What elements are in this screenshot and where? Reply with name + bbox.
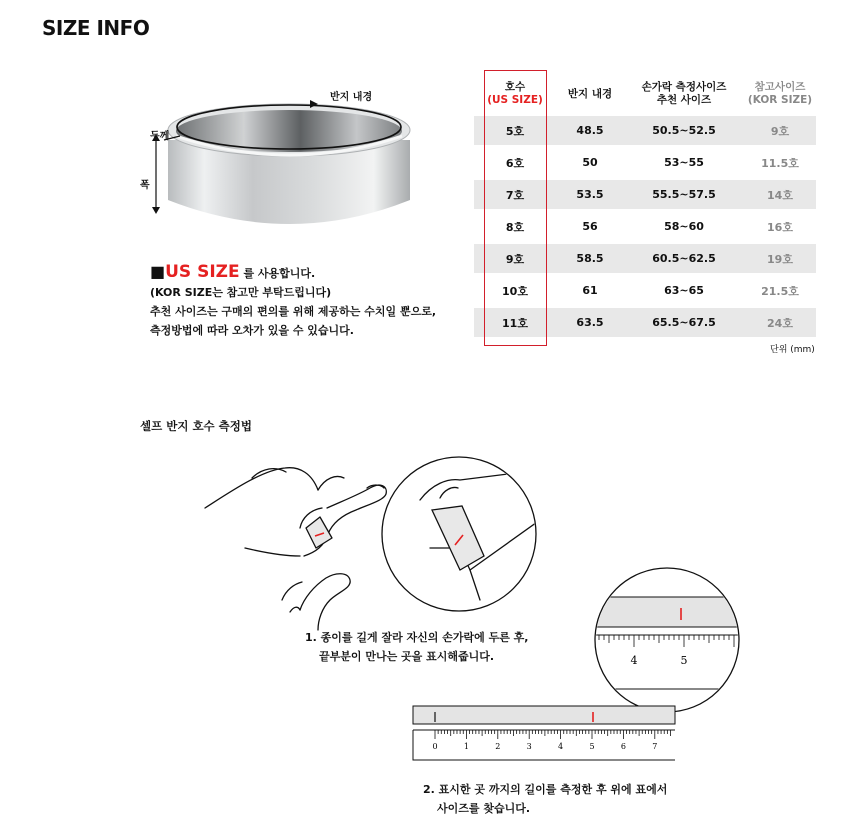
cell-inner: 48.5 — [556, 116, 624, 145]
hand-back-outline — [205, 468, 318, 508]
cell-us: 5호 — [474, 116, 556, 145]
ruler-label: 7 — [652, 742, 658, 751]
us-size-column-highlight — [484, 70, 547, 346]
square-bullet-icon: ■ — [150, 262, 166, 281]
label-thickness: 두께 — [150, 131, 170, 142]
paper-strip-long — [413, 706, 675, 724]
cell-finger: 50.5~52.5 — [624, 116, 744, 145]
header-kor-size: 참고사이즈 (KOR SIZE) — [747, 81, 813, 106]
cell-kor: 24호 — [744, 308, 816, 337]
cell-inner: 56 — [582, 220, 598, 233]
cell-us: 10호 — [502, 284, 528, 298]
cell-kor: 16호 — [767, 220, 793, 234]
unit-label: 단위 (mm) — [770, 345, 815, 355]
thumb-outline — [300, 574, 350, 630]
ruler-label: 5 — [589, 742, 595, 751]
cell-finger: 65.5~67.5 — [624, 308, 744, 337]
step2-text: 2. 표시한 곳 까지의 길이를 측정한 후 위에 표에서 사이즈를 찾습니다. — [423, 783, 668, 815]
cell-us: 8호 — [505, 220, 525, 234]
cell-finger: 53~55 — [664, 156, 704, 169]
header-us-size: 호수 (US SIZE) — [487, 81, 543, 106]
note-line3: 추천 사이즈는 구매의 편의를 위해 제공하는 수치일 뿐으로, — [150, 305, 437, 318]
ruler-label: 4 — [558, 742, 564, 751]
ruler-label: 0 — [432, 742, 438, 751]
cell-kor: 11.5호 — [761, 156, 799, 170]
cell-kor: 14호 — [744, 180, 816, 209]
cell-finger: 55.5~57.5 — [624, 180, 744, 209]
cell-us: 6호 — [505, 156, 525, 170]
cell-inner: 58.5 — [556, 244, 624, 273]
page-title: SIZE INFO — [42, 16, 150, 40]
note-line4: 측정방법에 따라 오차가 있을 수 있습니다. — [150, 324, 354, 337]
ring-illustration — [140, 78, 420, 238]
size-note — [150, 262, 470, 340]
ruler — [413, 730, 675, 760]
ruler-label: 1 — [463, 742, 469, 751]
cell-us: 7호 — [474, 180, 556, 209]
step1-text: 1. 종이를 길게 잘라 자신의 손가락에 두른 후, 끝부분이 만나는 곳을 표시해줍니다. — [305, 631, 529, 663]
label-width: 폭 — [140, 180, 150, 191]
paper-strip — [306, 517, 332, 548]
cell-kor: 19호 — [744, 244, 816, 273]
cell-finger: 60.5~62.5 — [624, 244, 744, 273]
header-finger-size: 손가락 측정사이즈 추천 사이즈 — [641, 81, 727, 106]
ruler-label: 3 — [526, 742, 532, 751]
cell-inner: 53.5 — [556, 180, 624, 209]
cell-finger: 63~65 — [664, 284, 704, 297]
us-size-emphasis: US SIZE — [165, 262, 240, 282]
ruler-label: 2 — [495, 742, 501, 751]
cell-inner: 63.5 — [556, 308, 624, 337]
note-line1-suffix: 를 사용합니다. — [239, 267, 316, 280]
header-inner-diameter: 반지 내경 — [567, 87, 613, 100]
cell-kor: 21.5호 — [761, 284, 799, 298]
cell-us: 9호 — [474, 244, 556, 273]
ruler-label: 6 — [620, 742, 626, 751]
note-line2: (KOR SIZE는 참고만 부탁드립니다) — [150, 286, 332, 299]
cell-inner: 61 — [582, 284, 598, 297]
measurement-illustration — [0, 440, 860, 780]
cell-finger: 58~60 — [664, 220, 704, 233]
label-inner-diameter: 반지 내경 — [330, 92, 373, 103]
zoom-paper — [590, 597, 750, 627]
cell-us: 11호 — [474, 308, 556, 337]
zoom-circle-ruler — [595, 568, 739, 712]
cell-inner: 50 — [582, 156, 598, 169]
measure-section-title: 셀프 반지 호수 측정법 — [140, 419, 252, 433]
cell-kor: 9호 — [744, 116, 816, 145]
zoom-ruler-label: 4 — [630, 654, 638, 667]
zoom-ruler-label: 5 — [680, 654, 688, 667]
